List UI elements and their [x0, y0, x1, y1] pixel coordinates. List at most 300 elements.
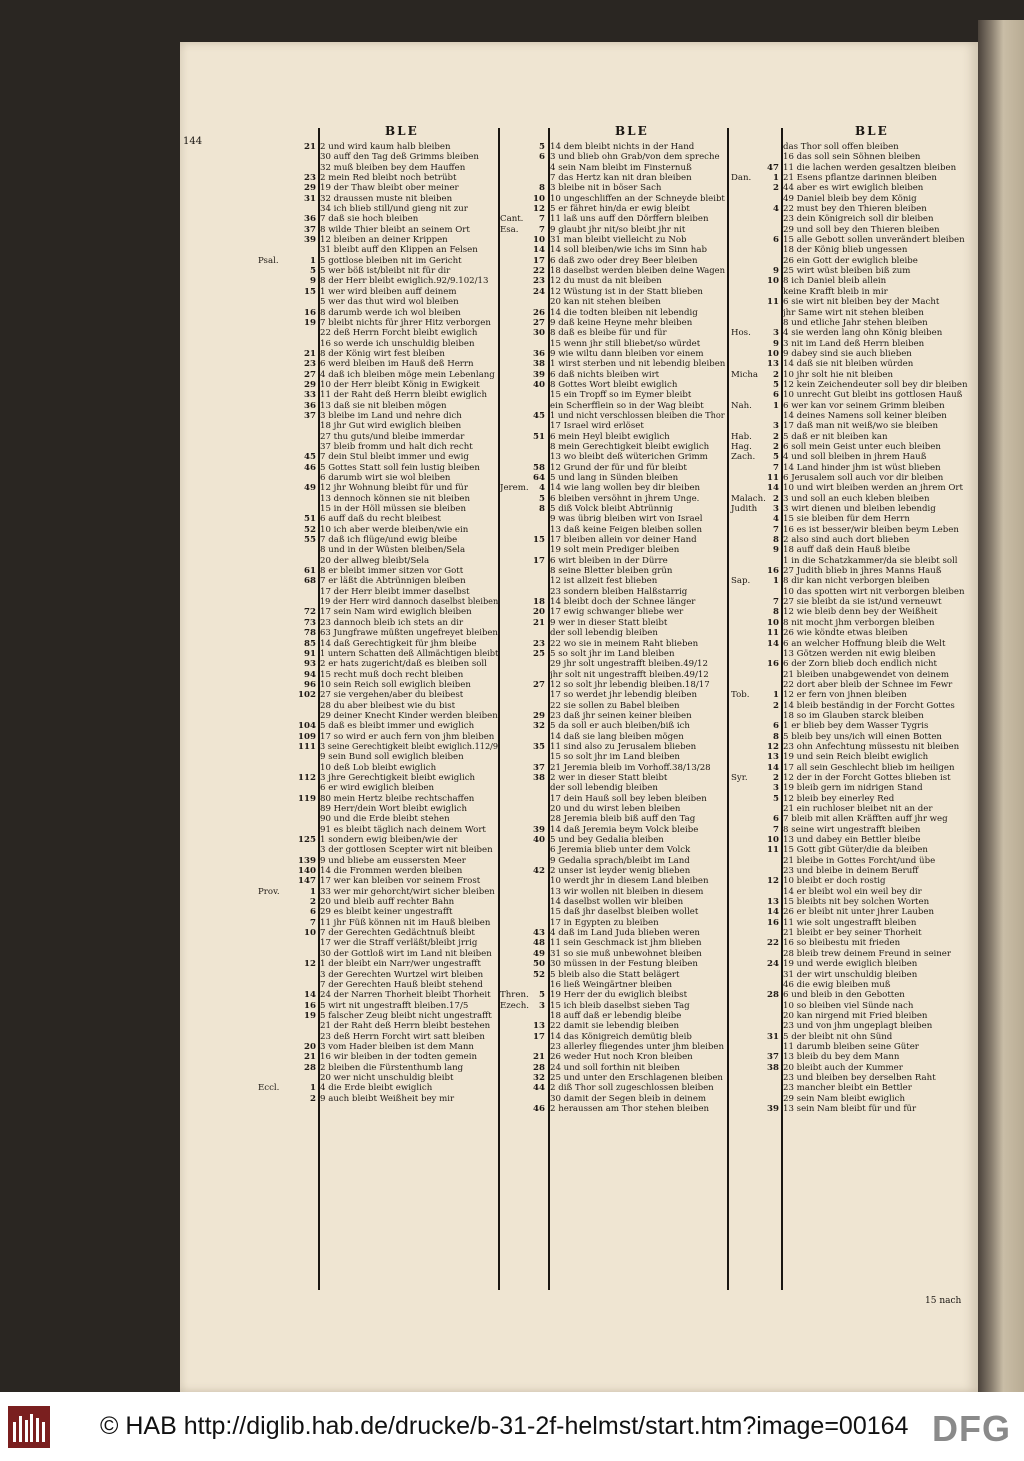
entry-text: 9 wer in dieser Statt bleibt: [550, 617, 668, 628]
chapter-number: 6: [310, 907, 316, 918]
entry-text: 32 muß bleiben bey dem Hauffen: [320, 162, 466, 173]
entry-text: 2 er hats zugericht/daß es bleiben soll: [320, 659, 487, 670]
index-entry: [729, 980, 974, 990]
entry-text: 17 Israel wird erlöset: [550, 421, 644, 432]
entry-text: 12 der in der Forcht Gottes blieben ist: [783, 772, 951, 783]
index-entry: [258, 814, 500, 824]
index-entry: [729, 370, 974, 380]
entry-text: 23 deß Herrn Forcht wirt satt bleiben: [320, 1031, 485, 1042]
index-entry: [729, 618, 974, 628]
chapter-number: 14: [304, 990, 316, 1001]
entry-text: 2 also sind auch dort blieben: [783, 535, 910, 546]
entry-text: 23 und bleibe in deinem Beruff: [783, 866, 919, 877]
entry-text: 17 ewig schwanger bliebe wer: [550, 607, 684, 618]
chapter-number: 11: [767, 473, 779, 483]
copyright-url[interactable]: © HAB http://diglib.hab.de/drucke/b-31-2f-helmst/start.htm?image=00164: [100, 1412, 909, 1440]
entry-text: 28 Jeremia bleib biß auff den Tag: [550, 814, 696, 825]
chapter-number: 2: [773, 772, 779, 783]
entry-text: 18 jhr Gut wird ewiglich bleiben: [320, 421, 462, 432]
entry-text: 15 ich bleib daselbst sieben Tag: [550, 1000, 690, 1011]
index-entry: [258, 701, 500, 711]
index-entry: [729, 359, 974, 369]
entry-text: 14 daß Gerechtigkeit für jhm bleibe: [320, 638, 477, 649]
entry-text: 26 wie köndte etwas bleiben: [783, 628, 908, 639]
chapter-number: 104: [298, 721, 316, 732]
index-entry: [729, 607, 974, 617]
entry-text: 7 der Gerechten Gedächtnuß bleibt: [320, 928, 475, 939]
entry-text: 11 der Raht deß Herrn bleibt ewiglich: [320, 390, 488, 401]
entry-text: 6 Jeremia blieb unter dem Volck: [550, 845, 691, 856]
entry-text: 21 bleibt er bey seiner Thorheit: [783, 928, 922, 939]
index-entry: [500, 245, 727, 255]
entry-text: 29 jhr solt ungestrafft bleiben.49/12: [550, 659, 708, 670]
chapter-number: 73: [304, 617, 316, 628]
chapter-number: 17: [533, 555, 545, 566]
index-entry: [500, 866, 727, 876]
index-entry: [500, 349, 727, 359]
entry-text: 26 er bleibt nit unter jhrer Lauben: [783, 907, 934, 918]
entry-text: 15 so solt jhr im Land bleiben: [550, 752, 680, 763]
index-entry: [729, 959, 974, 969]
entry-text: 5 der bleibt nit ohn Sünd: [783, 1031, 893, 1042]
chapter-number: 1: [773, 690, 779, 701]
chapter-number: 8: [773, 535, 779, 546]
index-entry: [258, 359, 500, 369]
entry-text: 12 kein Zeichendeuter soll bey dir bleiben: [783, 379, 968, 390]
entry-text: 8 darumb werde ich wol bleiben: [320, 307, 461, 318]
index-entry: [258, 794, 500, 804]
index-entry: [729, 183, 974, 193]
index-entry: [500, 411, 727, 421]
chapter-number: 23: [304, 359, 316, 370]
entry-text: 22 wo sie in meinem Raht blieben: [550, 638, 699, 649]
index-entry: [500, 432, 727, 442]
chapter-number: 10: [767, 835, 779, 846]
index-entry: [729, 1011, 974, 1021]
chapter-number: 25: [533, 648, 545, 659]
entry-text: 2 unser ist leyder wenig blieben: [550, 866, 691, 877]
index-entry: [500, 328, 727, 338]
chapter-number: 14: [767, 907, 779, 918]
index-entry: [258, 721, 500, 731]
book-name: Hos.: [731, 328, 751, 339]
chapter-number: 119: [298, 793, 316, 804]
index-entry: [729, 1052, 974, 1062]
chapter-number: 42: [533, 866, 545, 877]
entry-text: 10 ungeschliffen an der Schneyde bleibt: [550, 193, 725, 204]
entry-text: 17 bleiben allein vor deiner Hand: [550, 535, 697, 546]
chapter-number: 29: [533, 710, 545, 721]
chapter-number: 16: [767, 917, 779, 928]
entry-text: 10 jhr solt hie nit bleiben: [783, 369, 893, 380]
entry-text: 6 werd bleiben im Hauß deß Herrn: [320, 359, 474, 370]
index-entry: [258, 990, 500, 1000]
entry-text: 23 ohn Anfechtung müssestu nit bleiben: [783, 741, 960, 752]
entry-text: 13 dennoch können sie nit bleiben: [320, 493, 471, 504]
entry-text: 3 der gottlosen Scepter wirt nit bleiben: [320, 845, 493, 856]
entry-text: 31 der wirt unschuldig bleiben: [783, 969, 918, 980]
entry-text: 22 damit sie lebendig bleiben: [550, 1021, 679, 1032]
index-entry: [258, 928, 500, 938]
entry-text: 15 wenn jhr still bliebet/so würdet: [550, 338, 701, 349]
chapter-number: 22: [767, 938, 779, 949]
entry-text: 8 und in der Wüsten bleiben/Sela: [320, 545, 466, 556]
entry-text: 17 wer die Straff verläßt/bleibt jrrig: [320, 938, 478, 949]
chapter-number: 8: [773, 731, 779, 742]
index-entry: [729, 907, 974, 917]
chapter-number: 17: [533, 255, 545, 266]
index-entry: [500, 266, 727, 276]
index-entry: [729, 173, 974, 183]
index-entry: [729, 566, 974, 576]
entry-text: 6 auff daß du recht bleibest: [320, 514, 441, 525]
index-entry: [500, 359, 727, 369]
index-entry: [258, 225, 500, 235]
index-entry: [258, 463, 500, 473]
entry-text: 11 sein Geschmack ist jhm blieben: [550, 938, 702, 949]
chapter-number: 19: [304, 1010, 316, 1021]
index-entry: [258, 483, 500, 493]
chapter-number: 1: [773, 173, 779, 184]
index-entry: [729, 670, 974, 680]
catchword: 15 nach: [925, 1296, 962, 1306]
entry-text: 22 deß Herrn Forcht bleibt ewiglich: [320, 328, 478, 339]
index-entry: [258, 183, 500, 193]
entry-text: 3 vom Hader bleiben ist dem Mann: [320, 1041, 474, 1052]
index-entry: [729, 763, 974, 773]
chapter-number: 24: [533, 286, 545, 297]
chapter-number: 1: [310, 886, 316, 897]
chapter-number: 1: [310, 255, 316, 266]
index-entry: [258, 204, 500, 214]
entry-text: 11 wie solt ungestrafft bleiben: [783, 917, 917, 928]
index-entry: [500, 421, 727, 431]
entry-text: 24 der Narren Thorheit bleibt Thorheit: [320, 990, 491, 1001]
entry-text: 14 bleib beständig in der Forcht Gottes: [783, 700, 955, 711]
chapter-number: 9: [773, 545, 779, 556]
entry-text: 8 der König wirt fest bleiben: [320, 348, 445, 359]
chapter-number: 18: [533, 597, 545, 608]
index-entry: [500, 1032, 727, 1042]
entry-text: 17 dein Hauß soll bey leben bleiben: [550, 793, 707, 804]
chapter-number: 5: [539, 990, 545, 1001]
chapter-number: 52: [304, 524, 316, 535]
index-entry: [258, 452, 500, 462]
entry-text: 23 daß jhr seinen keiner bleiben: [550, 710, 692, 721]
index-entry: [729, 576, 974, 586]
entry-text: 16 so bleibestu mit frieden: [783, 938, 901, 949]
chapter-number: 29: [304, 379, 316, 390]
entry-text: 1 er blieb bey dem Wasser Tygris: [783, 721, 929, 732]
chapter-number: 6: [773, 814, 779, 825]
entry-text: 5 Gottes Statt soll fein lustig bleiben: [320, 462, 480, 473]
book-name: Sap.: [731, 576, 751, 587]
index-entry: [729, 690, 974, 700]
entry-text: 11 laß uns auff den Dörffern bleiben: [550, 214, 709, 225]
entry-text: 23 dannoch bleib ich stets an dir: [320, 617, 464, 628]
chapter-number: 21: [304, 142, 316, 152]
chapter-number: 12: [767, 741, 779, 752]
entry-text: 8 seine wirt ungestrafft bleiben: [783, 824, 921, 835]
entry-text: 14 er bleibt wol ein weil bey dir: [783, 886, 922, 897]
entry-text: 9 daß keine Heyne mehr bleiben: [550, 317, 693, 328]
chapter-number: 64: [533, 473, 545, 483]
chapter-number: 14: [767, 762, 779, 773]
chapter-number: 12: [304, 959, 316, 970]
entry-text: 20 bleibt auch der Kummer: [783, 1062, 903, 1073]
chapter-number: 23: [304, 173, 316, 184]
entry-text: 30 damit der Segen bleib in deinem: [550, 1093, 707, 1104]
book-name: Eccl.: [258, 1083, 280, 1094]
entry-text: 1 sondern ewig bleiben/wie der: [320, 835, 458, 846]
entry-text: 24 und soll forthin nit bleiben: [550, 1062, 680, 1073]
index-entry: [729, 794, 974, 804]
chapter-number: 49: [304, 483, 316, 494]
index-entry: [258, 401, 500, 411]
index-entry: [258, 628, 500, 638]
index-entry: [500, 990, 727, 1000]
chapter-number: 10: [533, 235, 545, 246]
chapter-number: 139: [298, 855, 316, 866]
index-entry: [258, 214, 500, 224]
chapter-number: 11: [767, 845, 779, 856]
entry-text: 3 der Gerechten Wurtzel wirt bleiben: [320, 969, 484, 980]
chapter-number: 61: [304, 566, 316, 577]
entry-text: 14 die Frommen werden bleiben: [320, 866, 463, 877]
entry-text: der soll lebendig bleiben: [550, 783, 658, 794]
index-entry: [729, 349, 974, 359]
chapter-number: 40: [533, 835, 545, 846]
index-entry: [729, 452, 974, 462]
index-entry: [729, 411, 974, 421]
entry-text: 1 der bleibt ein Narr/wer ungestrafft: [320, 959, 481, 970]
chapter-number: 48: [533, 938, 545, 949]
entry-text: 12 Grund der für und für bleibt: [550, 462, 687, 473]
index-entry: [258, 752, 500, 762]
index-entry: [729, 711, 974, 721]
entry-text: 2 mein Red bleibt noch betrübt: [320, 173, 457, 184]
chapter-number: 8: [539, 504, 545, 515]
index-entry: [729, 1104, 974, 1114]
index-entry: [258, 514, 500, 524]
chapter-number: 37: [304, 224, 316, 235]
index-entry: [500, 639, 727, 649]
entry-text: 19 der Thaw bleibt ober meiner: [320, 183, 459, 194]
entry-text: ein Scherfflein so in der Wag bleibt: [550, 400, 704, 411]
entry-text: 21 Jeremia bleib im Vorhoff.38/13/28: [550, 762, 711, 773]
chapter-number: 13: [767, 752, 779, 763]
index-entry: [258, 856, 500, 866]
index-entry: [500, 318, 727, 328]
index-entry: [258, 1001, 500, 1011]
entry-text: 11 die lachen werden gesaltzen bleiben: [783, 162, 957, 173]
entry-text: 80 mein Hertz bleibe rechtschaffen: [320, 793, 475, 804]
entry-text: 90 und die Erde bleibt stehen: [320, 814, 450, 825]
entry-text: 4 die Erde bleibt ewiglich: [320, 1083, 433, 1094]
book-name: Hag.: [731, 441, 752, 452]
index-entry: [500, 1052, 727, 1062]
index-entry: [729, 328, 974, 338]
entry-text: 2 und wird kaum halb bleiben: [320, 142, 451, 152]
chapter-number: 10: [767, 276, 779, 287]
entry-text: 46 die ewig bleiben muß: [783, 979, 891, 990]
entry-text: 15 bleibts nit bey solchen Worten: [783, 897, 930, 908]
index-entry: [258, 442, 500, 452]
chapter-number: 13: [533, 1021, 545, 1032]
chapter-number: 27: [533, 317, 545, 328]
chapter-number: 6: [773, 390, 779, 401]
entry-text: 12 jhr Wohnung bleibt für und für: [320, 483, 468, 494]
entry-text: 3 bleibe im Land und nehre dich: [320, 410, 462, 421]
book-name: Dan.: [731, 173, 752, 184]
entry-text: 5 und bey Gedalia bleiben: [550, 835, 664, 846]
entry-text: 7 daß ich flüge/und ewig bleibe: [320, 535, 458, 546]
entry-text: 15 Gott gibt Güter/die da bleiben: [783, 845, 928, 856]
chapter-number: 10: [767, 348, 779, 359]
index-entry: [500, 556, 727, 566]
chapter-number: 12: [767, 876, 779, 887]
chapter-number: 1: [773, 576, 779, 587]
entry-text: 16 ließ Weingärtner bleiben: [550, 979, 673, 990]
entry-text: 4 sie werden lang ohn König bleiben: [783, 328, 943, 339]
entry-text: 9 was übrig bleiben wirt von Israel: [550, 514, 703, 525]
chapter-number: 16: [767, 566, 779, 577]
entry-text: 9 glaubt jhr nit/so bleibt jhr nit: [550, 224, 686, 235]
chapter-number: 3: [773, 504, 779, 515]
book-name: Malach.: [731, 493, 766, 504]
chapter-number: 28: [767, 990, 779, 1001]
index-entry: [258, 432, 500, 442]
index-entry: [258, 959, 500, 969]
entry-text: 18 der König blieb ungessen: [783, 245, 908, 256]
index-entry: [258, 970, 500, 980]
entry-text: 23 sondern bleiben Halßstarrig: [550, 586, 688, 597]
chapter-number: 2: [773, 431, 779, 442]
index-entry: [500, 680, 727, 690]
index-entry: [258, 245, 500, 255]
chapter-number: 6: [773, 721, 779, 732]
index-entry: [729, 938, 974, 948]
entry-text: 22 dort aber bleib der Schnee im Fewr: [783, 679, 953, 690]
index-entry: [500, 587, 727, 597]
entry-text: 12 bleiben an deiner Krippen: [320, 235, 448, 246]
entry-text: 8 er bleibt immer sitzen vor Gott: [320, 566, 464, 577]
entry-text: 5 er fähret hin/da er ewig bleibt: [550, 204, 690, 215]
chapter-number: 22: [533, 266, 545, 277]
index-entry: [500, 711, 727, 721]
entry-text: 4 und soll bleiben in jhrem Hauß: [783, 452, 927, 463]
entry-text: 8 daß es bleibe für und für: [550, 328, 667, 339]
entry-text: 4 sein Nam bleibt im Finsternuß: [550, 162, 692, 173]
entry-text: 13 sein Nam bleibt für und für: [783, 1103, 917, 1114]
chapter-number: 32: [533, 1072, 545, 1083]
chapter-number: 58: [533, 462, 545, 473]
index-entry: [258, 711, 500, 721]
index-entry: [258, 918, 500, 928]
index-entry: [500, 152, 727, 162]
column-heading: BLE: [615, 124, 649, 138]
page-number: 144: [183, 136, 203, 147]
index-entry: [500, 690, 727, 700]
index-entry: [258, 587, 500, 597]
chapter-number: 2: [773, 441, 779, 452]
index-entry: [500, 670, 727, 680]
entry-text: 15 recht muß doch recht bleiben: [320, 669, 464, 680]
index-entry: [258, 1052, 500, 1062]
entry-text: 18 so im Glauben starck bleiben: [783, 710, 924, 721]
index-entry: [729, 628, 974, 638]
entry-text: 8 dir kan nicht verborgen bleiben: [783, 576, 930, 587]
entry-text: 25 und unter den Erschlagenen bleiben: [550, 1072, 723, 1083]
chapter-number: 49: [533, 948, 545, 959]
entry-text: 10 ich aber werde bleiben/wie ein: [320, 524, 469, 535]
chapter-number: 96: [304, 679, 316, 690]
index-entry: [500, 225, 727, 235]
index-entry: [729, 421, 974, 431]
index-entry: [258, 597, 500, 607]
index-entry: [729, 1021, 974, 1031]
index-entry: [258, 194, 500, 204]
index-entry: [500, 545, 727, 555]
index-entry: [729, 721, 974, 731]
entry-text: 29 deiner Knecht Kinder werden bleiben: [320, 710, 498, 721]
index-entry: [500, 390, 727, 400]
index-entry: [729, 514, 974, 524]
entry-text: 31 so sie muß unbewohnet bleiben: [550, 948, 702, 959]
book-name: Tob.: [731, 690, 750, 701]
book-name: Prov.: [258, 886, 280, 897]
chapter-number: 46: [304, 462, 316, 473]
chapter-number: 85: [304, 638, 316, 649]
entry-text: 20 der allweg bleibt/Sela: [320, 555, 430, 566]
entry-text: 23 mancher bleibt ein Bettler: [783, 1083, 912, 1094]
entry-text: 10 und wirt bleiben werden an jhrem Ort: [783, 483, 963, 494]
chapter-number: 7: [773, 462, 779, 473]
index-entry: [500, 618, 727, 628]
index-entry: [729, 804, 974, 814]
index-entry: [729, 235, 974, 245]
index-entry: [258, 680, 500, 690]
index-entry: [729, 256, 974, 266]
entry-text: 27 thu guts/und bleibe immerdar: [320, 431, 465, 442]
entry-text: 13 daß keine Feigen bleiben sollen: [550, 524, 702, 535]
entry-text: 4 daß ich bleiben möge mein Lebenlang: [320, 369, 495, 380]
entry-text: 16 es ist besser/wir bleiben beym Leben: [783, 524, 959, 535]
index-entry: [729, 380, 974, 390]
entry-text: 12 ist allzeit fest blieben: [550, 576, 658, 587]
index-entry: [729, 887, 974, 897]
index-entry: [500, 897, 727, 907]
entry-text: 10 unrecht Gut bleibt ins gottlosen Hauß: [783, 390, 963, 401]
chapter-number: 6: [773, 235, 779, 246]
chapter-number: 91: [304, 648, 316, 659]
entry-text: 3 bleibe nit in böser Sach: [550, 183, 662, 194]
index-entry: [729, 835, 974, 845]
index-entry: [500, 628, 727, 638]
entry-text: 3 wirt dienen und bleiben lebendig: [783, 504, 936, 515]
chapter-number: 2: [310, 1093, 316, 1104]
entry-text: 13 und dabey ein Bettler bleibe: [783, 835, 921, 846]
entry-text: 5 wer das thut wird wol bleiben: [320, 297, 459, 308]
index-entry: [729, 535, 974, 545]
entry-text: 6 daß nichts bleiben wirt: [550, 369, 660, 380]
entry-text: 15 alle Gebott sollen unverändert bleiben: [783, 235, 965, 246]
entry-text: 9 dabey sind sie auch blieben: [783, 348, 912, 359]
entry-text: 7 bleibt nichts für jhrer Hitz verborgen: [320, 317, 491, 328]
entry-text: 7 der Gerechten Hauß bleibt stehend: [320, 979, 483, 990]
index-entry: [258, 235, 500, 245]
index-entry: [258, 576, 500, 586]
